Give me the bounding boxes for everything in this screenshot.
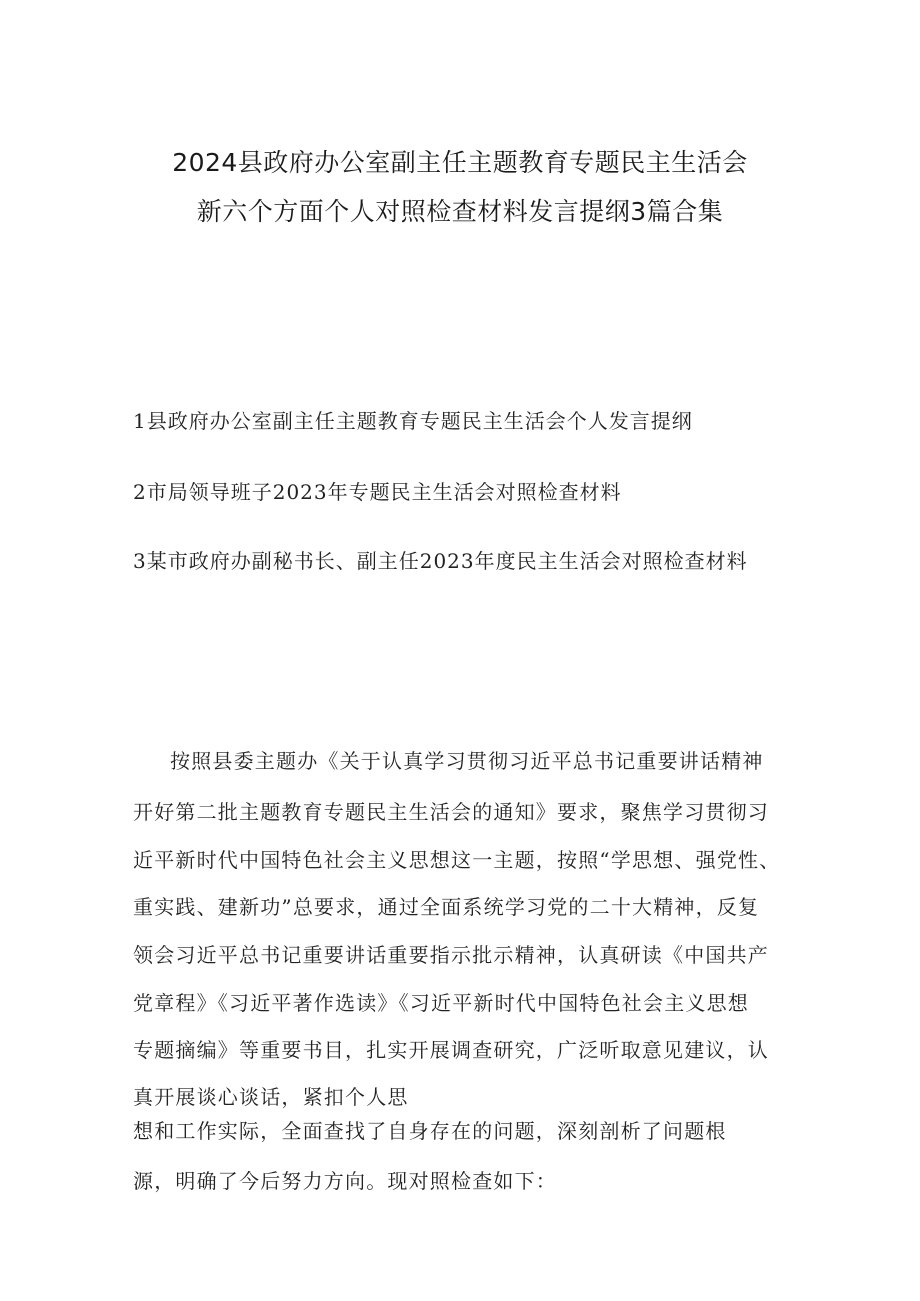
paragraph-line-5: 领会习近平总书记重要讲话重要指示批示精神，认真研读《中国共产 xyxy=(133,943,769,967)
document-title-line-2: 新六个方面个人对照检查材料发言提纲3篇合集 xyxy=(196,197,724,226)
paragraph-line-4: 重实践、建新功”总要求，通过全面系统学习党的二十大精神，反复 xyxy=(133,895,760,919)
paragraph-line-3: 近平新时代中国特色社会主义思想这一主题，按照“学思想、强党性、 xyxy=(133,848,781,872)
paragraph-line-6: 党章程》《习近平著作选读》《习近平新时代中国特色社会主义思想 xyxy=(133,991,749,1015)
toc-item-1: 1县政府办公室副主任主题教育专题民主生活会个人发言提纲 xyxy=(133,409,693,433)
paragraph-line-10: 源，明确了今后努力方向。现对照检查如下： xyxy=(133,1169,557,1193)
paragraph-line-7: 专题摘编》等重要书目，扎实开展调查研究，广泛听取意见建议，认 xyxy=(133,1038,769,1062)
document-title-line-1: 2024县政府办公室副主任主题教育专题民主生活会 xyxy=(172,148,748,177)
toc-item-2: 2市局领导班子2023年专题民主生活会对照检查材料 xyxy=(133,480,622,504)
paragraph-line-8: 真开展谈心谈话，紧扣个人思 xyxy=(133,1085,409,1109)
toc-item-3: 3某市政府办副秘书长、副主任2023年度民主生活会对照检查材料 xyxy=(133,549,748,573)
paragraph-line-9: 想和工作实际，全面查找了自身存在的问题，深刻剖析了问题根 xyxy=(133,1119,727,1143)
paragraph-line-1: 按照县委主题办《关于认真学习贯彻习近平总书记重要讲话精神 xyxy=(170,749,764,773)
paragraph-line-2: 开好第二批主题教育专题民主生活会的通知》要求，聚焦学习贯彻习 xyxy=(133,800,769,824)
